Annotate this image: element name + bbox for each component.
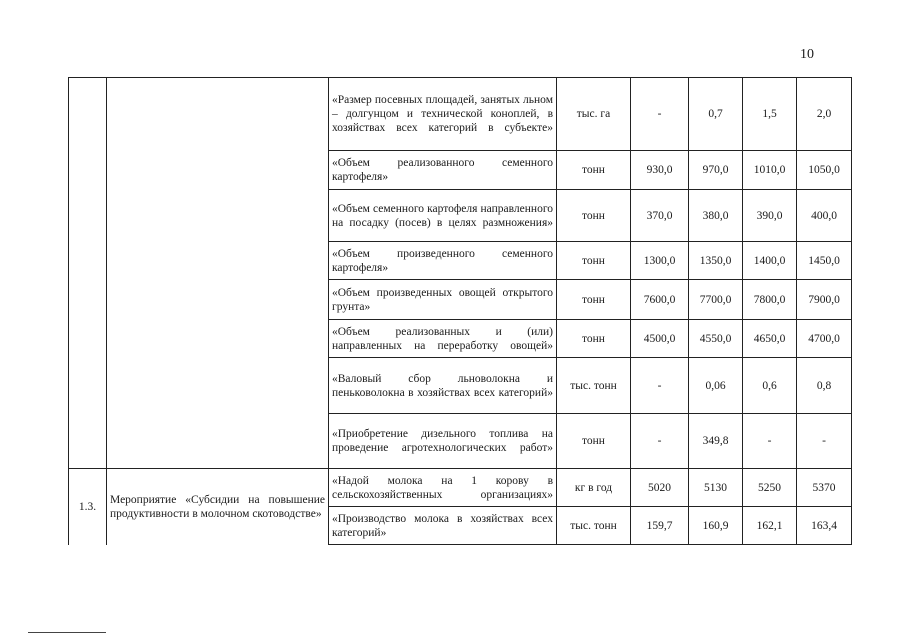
measure-name: Мероприятие «Субсидии на повышение продуктивности в молочном скотоводстве»: [107, 469, 329, 545]
value-cell: 5130: [689, 469, 743, 507]
unit-cell: кг в год: [557, 469, 631, 507]
value-cell: 4550,0: [689, 320, 743, 358]
unit-cell: тыс. га: [557, 78, 631, 151]
table-row: [69, 78, 852, 151]
value-cell: -: [631, 414, 689, 469]
indicator-cell: «Объем реализованного семенного картофеля»: [329, 151, 557, 190]
value-cell: 1400,0: [743, 242, 797, 280]
value-cell: 1350,0: [689, 242, 743, 280]
value-cell: 4500,0: [631, 320, 689, 358]
page-number: 10: [800, 47, 814, 62]
value-cell: 163,4: [797, 507, 852, 545]
value-cell: 0,8: [797, 358, 852, 414]
indicator-cell: «Приобретение дизельного топлива на проведение агротехнологических работ»: [329, 414, 557, 469]
indicator-cell: «Объем произведенного семенного картофеля»: [329, 242, 557, 280]
value-cell: 160,9: [689, 507, 743, 545]
value-cell: 4700,0: [797, 320, 852, 358]
value-cell: -: [631, 358, 689, 414]
value-cell: 162,1: [743, 507, 797, 545]
value-cell: 390,0: [743, 190, 797, 242]
unit-cell: тонн: [557, 151, 631, 190]
value-cell: 5020: [631, 469, 689, 507]
measure-cell: [107, 78, 329, 469]
value-cell: 1050,0: [797, 151, 852, 190]
indicator-cell: «Валовый сбор льноволокна и пеньковолокна в хозяйствах всех категорий»: [329, 358, 557, 414]
indicator-cell: «Надой молока на 1 корову в сельскохозяйственных организациях»: [329, 469, 557, 507]
value-cell: 1450,0: [797, 242, 852, 280]
value-cell: 1010,0: [743, 151, 797, 190]
unit-cell: тонн: [557, 280, 631, 320]
section-number: 1.3.: [69, 469, 107, 545]
indicator-cell: «Объем реализованных и (или) направленных на переработку овощей»: [329, 320, 557, 358]
value-cell: 370,0: [631, 190, 689, 242]
row-number-cell: [69, 78, 107, 469]
indicators-table: [68, 77, 852, 545]
value-cell: 4650,0: [743, 320, 797, 358]
value-cell: 0,06: [689, 358, 743, 414]
value-cell: 380,0: [689, 190, 743, 242]
indicator-cell: «Объем произведенных овощей открытого грунта»: [329, 280, 557, 320]
unit-cell: тыс. тонн: [557, 358, 631, 414]
value-cell: 7700,0: [689, 280, 743, 320]
unit-cell: тыс. тонн: [557, 507, 631, 545]
value-cell: 0,7: [689, 78, 743, 151]
value-cell: 1,5: [743, 78, 797, 151]
unit-cell: тонн: [557, 190, 631, 242]
value-cell: 7900,0: [797, 280, 852, 320]
value-cell: 1300,0: [631, 242, 689, 280]
unit-cell: тонн: [557, 242, 631, 280]
value-cell: 159,7: [631, 507, 689, 545]
value-cell: 349,8: [689, 414, 743, 469]
value-cell: -: [743, 414, 797, 469]
value-cell: 5250: [743, 469, 797, 507]
value-cell: -: [631, 78, 689, 151]
value-cell: 5370: [797, 469, 852, 507]
value-cell: 400,0: [797, 190, 852, 242]
value-cell: 970,0: [689, 151, 743, 190]
indicator-cell: «Размер посевных площадей, занятых льном – долгунцом и технической коноплей, в хозяйствах всех категорий в субъекте»: [329, 78, 557, 151]
value-cell: -: [797, 414, 852, 469]
indicator-cell: «Объем семенного картофеля направленного на посадку (посев) в целях размножения»: [329, 190, 557, 242]
table-row: [69, 469, 852, 507]
indicator-cell: «Производство молока в хозяйствах всех категорий»: [329, 507, 557, 545]
value-cell: 2,0: [797, 78, 852, 151]
value-cell: 7600,0: [631, 280, 689, 320]
footer-divider: [28, 632, 106, 633]
value-cell: 7800,0: [743, 280, 797, 320]
unit-cell: тонн: [557, 320, 631, 358]
value-cell: 930,0: [631, 151, 689, 190]
unit-cell: тонн: [557, 414, 631, 469]
value-cell: 0,6: [743, 358, 797, 414]
